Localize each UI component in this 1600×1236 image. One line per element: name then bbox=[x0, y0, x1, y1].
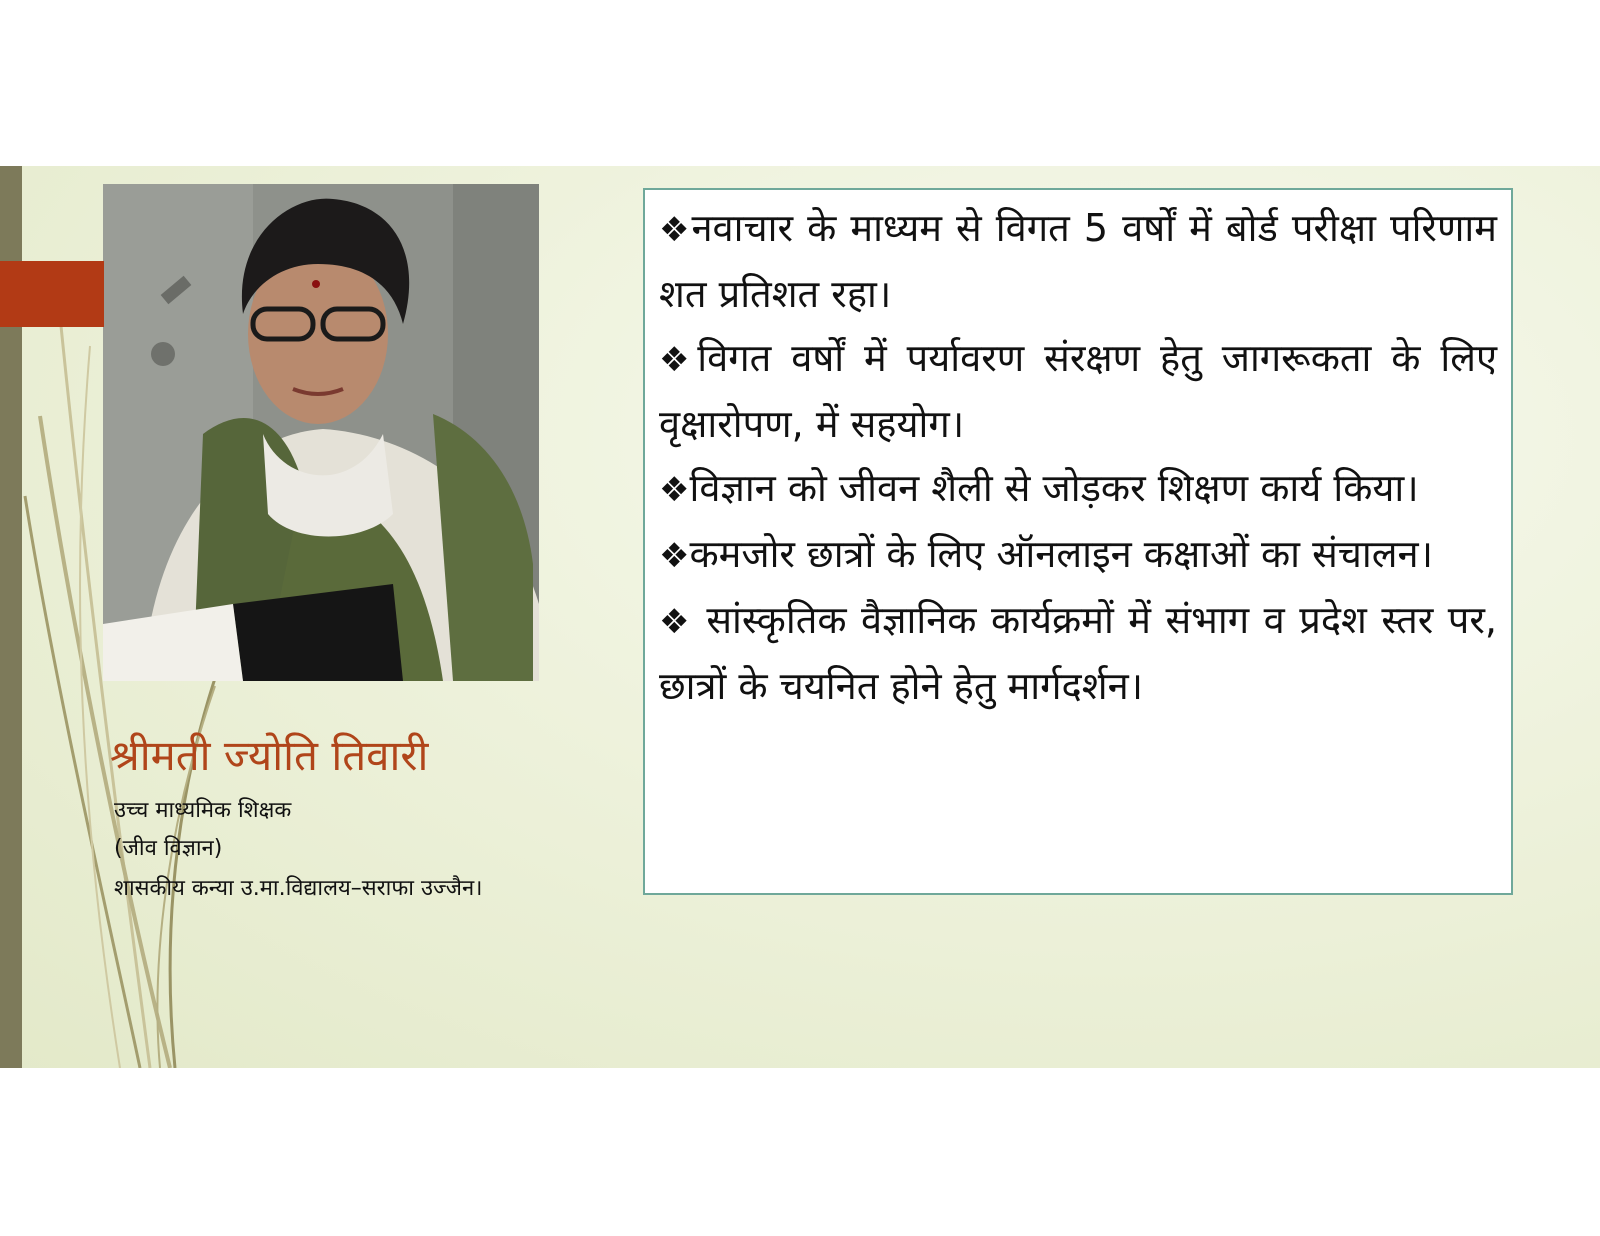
achievement-text: विगत वर्षों में पर्यावरण संरक्षण हेतु जागरूकता के लिए वृक्षारोपण, में सहयोग। bbox=[659, 336, 1497, 446]
diamond-bullet-icon: ❖ bbox=[659, 210, 692, 250]
diamond-bullet-icon: ❖ bbox=[659, 536, 690, 576]
diamond-bullet-icon: ❖ bbox=[659, 340, 698, 380]
designation: उच्च माध्यमिक शिक्षक bbox=[114, 798, 292, 823]
achievement-text: विज्ञान को जीवन शैली से जोड़कर शिक्षण कार्य किया। bbox=[689, 466, 1419, 510]
achievement-item bbox=[659, 522, 1497, 588]
achievement-item bbox=[659, 456, 1497, 522]
achievement-text: कमजोर छात्रों के लिए ऑनलाइन कक्षाओं का संचालन। bbox=[689, 532, 1433, 576]
achievement-text: नवाचार के माध्यम से विगत 5 वर्षों में बोर्ड परीक्षा परिणाम शत प्रतिशत रहा। bbox=[659, 206, 1497, 316]
school-name: शासकीय कन्या उ.मा.विद्यालय–सराफा उज्जैन। bbox=[114, 876, 483, 901]
teacher-name: श्रीमती ज्योति तिवारी bbox=[110, 731, 429, 780]
achievement-item bbox=[659, 326, 1497, 456]
diamond-bullet-icon: ❖ bbox=[659, 470, 690, 510]
achievements-box bbox=[643, 188, 1513, 895]
achievement-item bbox=[659, 196, 1497, 326]
achievement-text: सांस्कृतिक वैज्ञानिक कार्यक्रमों में संभाग व प्रदेश स्तर पर, छात्रों के चयनित होने हेतु मार्गदर्शन। bbox=[659, 598, 1497, 708]
slide bbox=[0, 166, 1600, 1068]
profile-photo bbox=[103, 184, 539, 681]
portrait-illustration bbox=[103, 184, 539, 681]
subject: (जीव विज्ञान) bbox=[114, 836, 223, 861]
accent-block bbox=[0, 261, 104, 327]
achievement-item bbox=[659, 588, 1497, 718]
diamond-bullet-icon: ❖ bbox=[659, 602, 692, 642]
